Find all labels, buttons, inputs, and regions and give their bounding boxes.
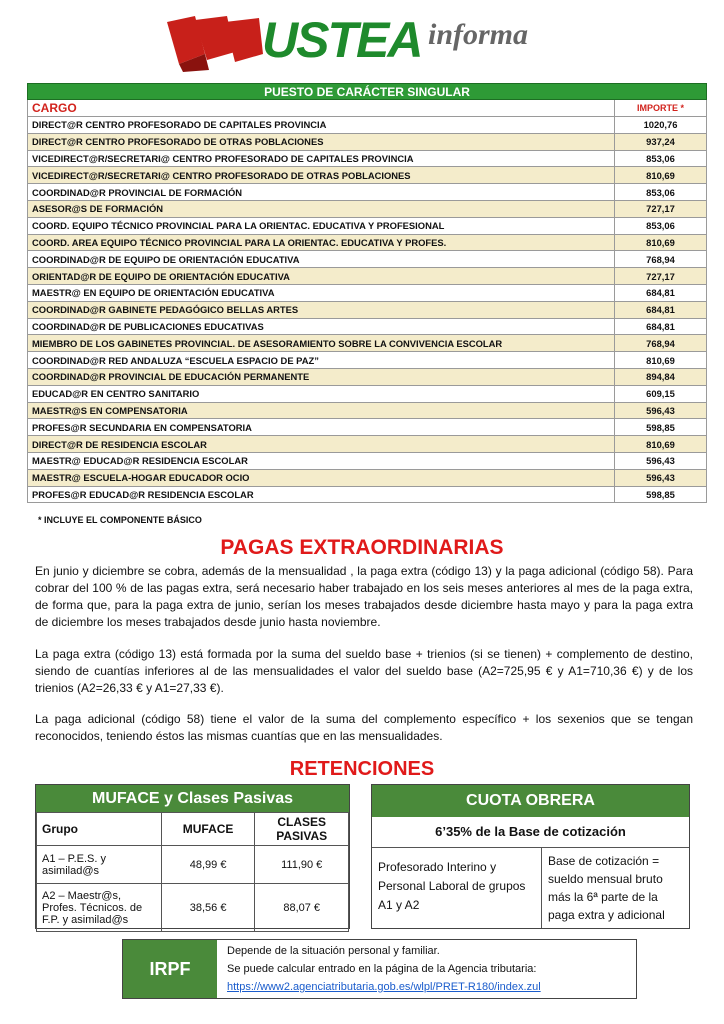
grupo-cell: A1 – P.E.S. y asimilad@s <box>37 846 162 884</box>
cargo-cell: PROFES@R SECUNDARIA EN COMPENSATORIA <box>28 419 615 436</box>
importe-cell: 810,69 <box>615 436 707 453</box>
table-row <box>28 318 707 335</box>
cuota-left-cell: Profesorado Interino y Personal Laboral de grupos A1 y A2 <box>372 848 542 928</box>
grupo-cell: A2 – Maestr@s, Profes. Técnicos. de F.P. y asimilad@s <box>37 884 162 932</box>
table-row <box>28 436 707 453</box>
cargo-cell: EDUCAD@R EN CENTRO SANITARIO <box>28 385 615 402</box>
table-row <box>28 234 707 251</box>
table-row <box>28 284 707 301</box>
importe-cell: 684,81 <box>615 318 707 335</box>
cargo-table-title: PUESTO DE CARÁCTER SINGULAR <box>28 84 707 100</box>
irpf-line-1: Depende de la situación personal y familiar. <box>227 945 440 957</box>
table-row <box>28 184 707 201</box>
cargo-cell: COORDINAD@R PROVINCIAL DE FORMACIÓN <box>28 184 615 201</box>
importe-cell: 609,15 <box>615 385 707 402</box>
table-row <box>28 217 707 234</box>
importe-cell: 768,94 <box>615 251 707 268</box>
irpf-box <box>122 939 637 999</box>
importe-cell: 810,69 <box>615 167 707 184</box>
clases-cell: 88,07 € <box>255 884 349 932</box>
cargo-table-title-row <box>28 84 707 100</box>
importe-cell: 596,43 <box>615 452 707 469</box>
table-row <box>28 150 707 167</box>
importe-cell: 853,06 <box>615 184 707 201</box>
muface-box <box>35 784 350 929</box>
table-row <box>28 368 707 385</box>
table-row <box>28 469 707 486</box>
cuota-subtitle: 6’35% de la Base de cotización <box>372 817 689 848</box>
cargo-cell: MAESTR@ EDUCAD@R RESIDENCIA ESCOLAR <box>28 452 615 469</box>
table-row <box>37 884 349 932</box>
table-row <box>28 268 707 285</box>
importe-cell: 937,24 <box>615 133 707 150</box>
importe-cell: 596,43 <box>615 469 707 486</box>
cargo-cell: COORDINAD@R DE EQUIPO DE ORIENTACIÓN EDUCATIVA <box>28 251 615 268</box>
muface-cell: 38,56 € <box>161 884 255 932</box>
importe-cell: 598,85 <box>615 419 707 436</box>
table-row <box>28 452 707 469</box>
retenciones-title: RETENCIONES <box>289 758 435 780</box>
cargo-cell: VICEDIRECT@R/SECRETARI@ CENTRO PROFESORADO DE OTRAS POBLACIONES <box>28 167 615 184</box>
cargo-cell: MAESTR@ ESCUELA-HOGAR EDUCADOR OCIO <box>28 469 615 486</box>
flag-logo-icon <box>165 14 265 72</box>
muface-header-row <box>37 813 349 846</box>
cuota-right-cell: Base de cotización = sueldo mensual bruto más la 6ª parte de la paga extra y adicional <box>548 854 665 922</box>
cargo-table-header <box>28 100 707 117</box>
pagas-paragraph-3: La paga adicional (código 58) tiene el valor de la suma del complemento específico + los sexenios que se tengan reconocidos, teniendo éstos las mismas cuantías que en las mensualidades. <box>35 712 693 743</box>
header <box>0 0 724 80</box>
importe-cell: 768,94 <box>615 335 707 352</box>
importe-cell: 727,17 <box>615 200 707 217</box>
irpf-line-2: Se puede calcular entrado en la página de la Agencia tributaria: <box>227 963 537 975</box>
table-row <box>28 402 707 419</box>
muface-title: MUFACE y Clases Pasivas <box>36 785 349 812</box>
table-row <box>28 117 707 134</box>
irpf-text <box>227 942 541 996</box>
table-row <box>28 486 707 503</box>
pagas-paragraph-1: En junio y diciembre se cobra, además de la mensualidad , la paga extra (código 13) y la paga adicional (código 58). Para cobrar del 100 % de las pagas extra, será necesario haber trabajado en los seis meses anteriores al mes de la paga extra, de forma que, para la paga extra de junio, serían los meses trabajados desde diciembre hasta mayo y para la paga extra de diciembre los meses trabajados desde junio hasta noviembre. <box>35 564 693 629</box>
col-clases-pasivas: CLASES PASIVAS <box>255 813 349 846</box>
cargo-cell: MIEMBRO DE LOS GABINETES PROVINCIAL. DE ASESORAMIENTO SOBRE LA CONVIVENCIA ESCOLAR <box>28 335 615 352</box>
importe-cell: 596,43 <box>615 402 707 419</box>
table-row <box>28 301 707 318</box>
col-cargo: CARGO <box>28 100 615 117</box>
cargo-cell: DIRECT@R CENTRO PROFESORADO DE OTRAS POBLACIONES <box>28 133 615 150</box>
muface-table <box>36 812 349 932</box>
pagas-title: PAGAS EXTRAORDINARIAS <box>220 536 504 559</box>
cargo-cell: COORDINAD@R PROVINCIAL DE EDUCACIÓN PERMANENTE <box>28 368 615 385</box>
cargo-cell: DIRECT@R CENTRO PROFESORADO DE CAPITALES PROVINCIA <box>28 117 615 134</box>
importe-cell: 684,81 <box>615 284 707 301</box>
table-row <box>28 133 707 150</box>
table-note: * INCLUYE EL COMPONENTE BÁSICO <box>38 515 202 525</box>
col-importe: IMPORTE * <box>615 100 707 117</box>
importe-cell: 894,84 <box>615 368 707 385</box>
cargo-cell: ORIENTAD@R DE EQUIPO DE ORIENTACIÓN EDUCATIVA <box>28 268 615 285</box>
cargo-cell: PROFES@R EDUCAD@R RESIDENCIA ESCOLAR <box>28 486 615 503</box>
importe-cell: 810,69 <box>615 234 707 251</box>
importe-cell: 853,06 <box>615 217 707 234</box>
irpf-label: IRPF <box>123 940 217 998</box>
cargo-cell: COORDINAD@R RED ANDALUZA “ESCUELA ESPACIO DE PAZ” <box>28 352 615 369</box>
cargo-cell: COORDINAD@R DE PUBLICACIONES EDUCATIVAS <box>28 318 615 335</box>
cargo-cell: DIRECT@R DE RESIDENCIA ESCOLAR <box>28 436 615 453</box>
cargo-cell: ASESOR@S DE FORMACIÓN <box>28 200 615 217</box>
table-row <box>28 251 707 268</box>
importe-cell: 727,17 <box>615 268 707 285</box>
cargo-table <box>27 83 707 503</box>
cuota-obrera-box <box>371 784 690 929</box>
cuota-title: CUOTA OBRERA <box>372 785 689 817</box>
col-muface: MUFACE <box>161 813 255 846</box>
cargo-cell: VICEDIRECT@R/SECRETARI@ CENTRO PROFESORADO DE CAPITALES PROVINCIA <box>28 150 615 167</box>
cargo-cell: COORD. AREA EQUIPO TÉCNICO PROVINCIAL PARA LA ORIENTAC. EDUCATIVA Y PROFES. <box>28 234 615 251</box>
importe-cell: 684,81 <box>615 301 707 318</box>
cargo-cell: COORD. EQUIPO TÉCNICO PROVINCIAL PARA LA ORIENTAC. EDUCATIVA Y PROFESIONAL <box>28 217 615 234</box>
cargo-cell: MAESTR@ EN EQUIPO DE ORIENTACIÓN EDUCATIVA <box>28 284 615 301</box>
col-grupo: Grupo <box>37 813 162 846</box>
table-row <box>28 167 707 184</box>
pagas-paragraph-2: La paga extra (código 13) está formada por la suma del sueldo base + trienios (si se tienen) + complemento de destino, siendo de cuantías inferiores al de las mensualidades el valor del sueldo base (A2=725,95 € y A1=710,36 €) y de los trienios (A2=26,33 € y A1=27,33 €). <box>35 647 693 695</box>
cargo-cell: COORDINAD@R GABINETE PEDAGÓGICO BELLAS ARTES <box>28 301 615 318</box>
importe-cell: 598,85 <box>615 486 707 503</box>
importe-cell: 1020,76 <box>615 117 707 134</box>
agencia-tributaria-link[interactable]: https://www2.agenciatributaria.gob.es/wlpl/PRET-R180/index.zul <box>227 981 541 993</box>
table-row <box>28 200 707 217</box>
table-row <box>28 385 707 402</box>
brand-suffix: informa <box>428 18 529 51</box>
cargo-cell: MAESTR@S EN COMPENSATORIA <box>28 402 615 419</box>
muface-cell: 48,99 € <box>161 846 255 884</box>
brand-name: USTEA <box>262 12 422 68</box>
table-row <box>28 419 707 436</box>
table-row <box>28 335 707 352</box>
importe-cell: 810,69 <box>615 352 707 369</box>
table-row <box>37 846 349 884</box>
clases-cell: 111,90 € <box>255 846 349 884</box>
table-row <box>28 352 707 369</box>
importe-cell: 853,06 <box>615 150 707 167</box>
